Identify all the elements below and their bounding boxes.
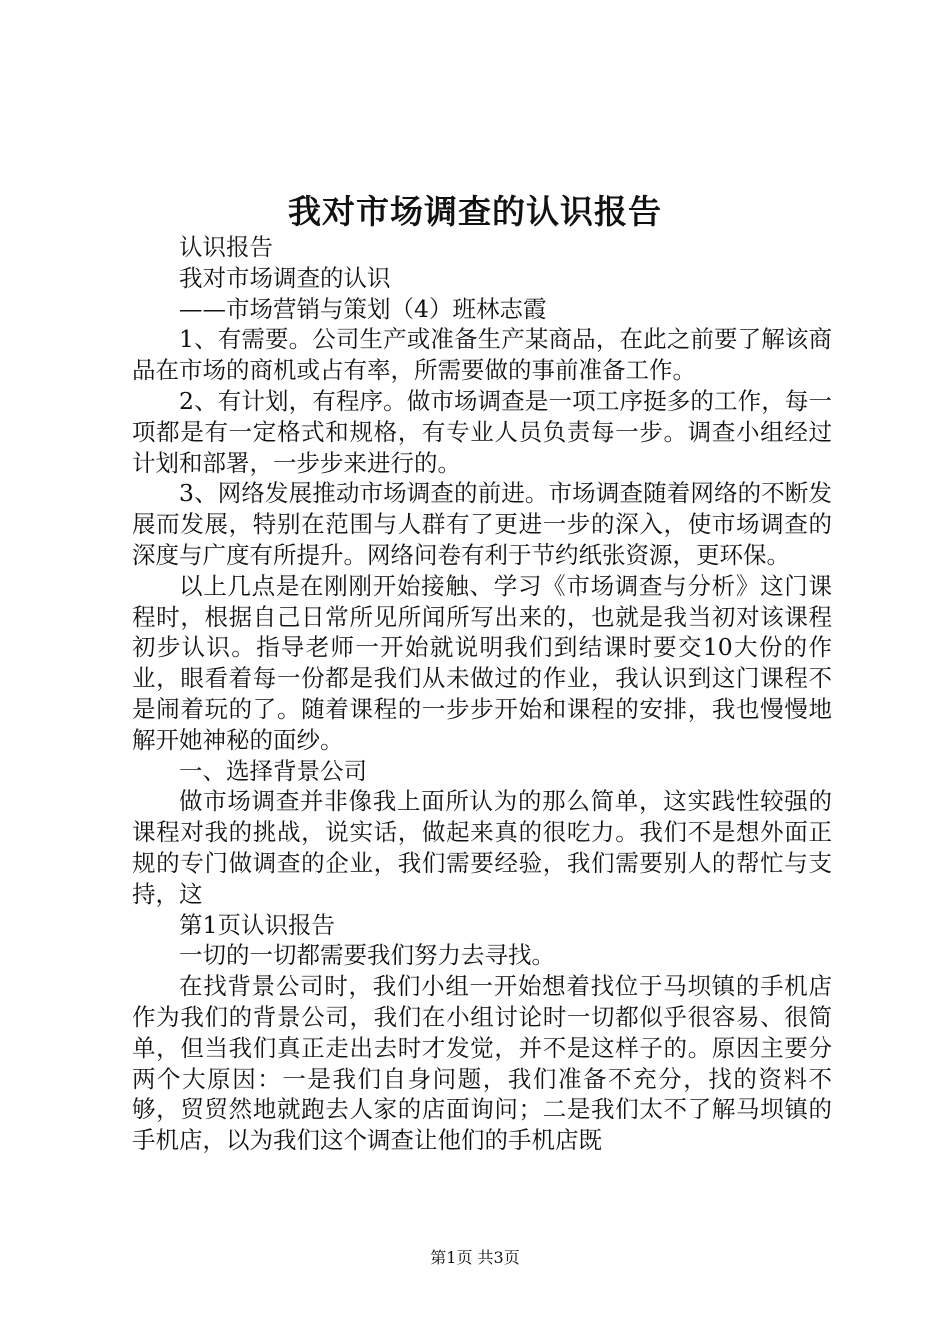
paragraph: 做市场调查并非像我上面所认为的那么简单，这实践性较强的课程对我的挑战，说实话，做起来真的很吃力。我们不是想外面正规的专门做调查的企业，我们需要经验，我们需要别人的帮忙与支持，这 [132,787,832,908]
paragraph: 一切的一切都需要我们努力去寻找。 [179,941,555,970]
paragraph: 1、有需要。公司生产或准备生产某商品，在此之前要了解该商品在市场的商机或占有率，所需要做的事前准备工作。 [132,325,832,385]
paragraph: 在找背景公司时，我们小组一开始想着找位于马坝镇的手机店作为我们的背景公司，我们在小组讨论时一切都似乎很容易、很简单，但当我们真正走出去时才发觉，并不是这样子的。原因主要分两个大原因：一是我们自身问题，我们准备不充分，找的资料不够，贸贸然地就跑去人家的店面询问；二是我们太不了解马坝镇的手机店，以为我们这个调查让他们的手机店既 [132,972,832,1155]
paragraph: 3、网络发展推动市场调查的前进。市场调查随着网络的不断发展而发展，特别在范围与人群有了更进一步的深入，使市场调查的深度与广度有所提升。网络问卷有利于节约纸张资源，更环保。 [132,479,832,569]
paragraph: ——市场营销与策划（4）班林志霞 [179,294,547,323]
paragraph: 认识报告 [179,233,273,261]
page-marker: 第1页认识报告 [179,910,335,939]
page-title: 我对市场调查的认识报告 [288,192,662,231]
paragraph: 2、有计划，有程序。做市场调查是一项工序挺多的工作，每一项都是有一定格式和规格，有专业人员负责每一步。调查小组经过计划和部署，一步步来进行的。 [132,386,832,477]
page-footer: 第1页 共3页 [430,1248,520,1267]
document-body [132,232,832,1156]
paragraph: 以上几点是在刚刚开始接触、学习《市场调查与分析》这门课程时，根据自己日常所见所闻所写出来的，也就是我当初对该课程初步认识。指导老师一开始就说明我们到结课时要交10大份的作业，眼看着每一份都是我们从未做过的作业，我认识到这门课程不是闹着玩的了。随着课程的一步步开始和课程的安排，我也慢慢地解开她神秘的面纱。 [132,571,832,754]
paragraph: 我对市场调查的认识 [179,263,391,292]
section-heading: 一、选择背景公司 [179,756,367,785]
